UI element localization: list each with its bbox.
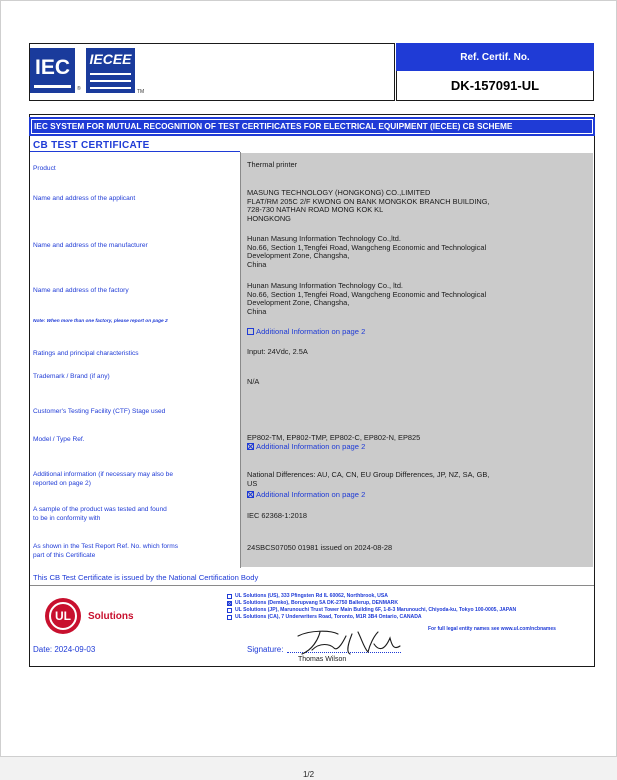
ctf-label: Customer's Testing Facility (CTF) Stage used [33, 408, 166, 415]
page-number: 1/2 [302, 770, 315, 779]
title-rule [30, 151, 240, 152]
signature-label: Signature: [247, 645, 284, 654]
ul-solutions-name: Solutions [88, 611, 134, 622]
sample-label: A sample of the product was tested and found to be in conformity with [33, 506, 167, 522]
iec-logo: IEC [30, 48, 75, 93]
office-us: UL Solutions (US), 333 Pfingsten Rd IL 60062, Northbrook, USA [227, 593, 516, 600]
additional-info-label: Additional information (if necessary may also be reported on page 2) [33, 471, 174, 487]
issued-rule [30, 585, 594, 586]
logo-box [29, 43, 395, 101]
factory-label: Name and address of the factory [33, 287, 129, 294]
sample-value: IEC 62368-1:2018 [247, 511, 307, 520]
additional-info-value: National Differences: AU, CA, CN, EU Group Differences, JP, NZ, SA, GB, US [247, 470, 490, 488]
ratings-label: Ratings and principal characteristics [33, 350, 139, 357]
report-label: As shown in the Test Report Ref. No. which forms part of this Certificate [33, 543, 179, 559]
registered-mark: ® [77, 86, 81, 92]
ul-logo: UL [45, 598, 81, 634]
office-ca-checkbox[interactable] [227, 615, 232, 620]
full-legal-names-link[interactable]: For full legal entity names see www.ul.com/ncbnames [428, 626, 556, 632]
signer-name: Thomas Wilson [298, 656, 347, 663]
factory-additional-info[interactable]: Additional Information on page 2 [247, 327, 365, 336]
applicant-value: MASUNG TECHNOLOGY (HONGKONG) CO.,LIMITED FLAT/RM 205C 2/F KWONG ON BANK MONGKOK BRANCH BUILDING, 728-730 NATHAN ROAD MONG KOK KL HONGKONG [247, 188, 490, 223]
office-jp-checkbox[interactable] [227, 608, 232, 613]
additional-info-checkbox[interactable] [247, 491, 254, 498]
applicant-label: Name and address of the applicant [33, 195, 136, 202]
factory-additional-checkbox[interactable] [247, 328, 254, 335]
office-demko: UL Solutions (Demko), Borupvang 5A DK-2750 Ballerup, DENMARK [227, 600, 516, 607]
model-additional-info[interactable]: Additional Information on page 2 [247, 442, 365, 451]
additional-info-page2[interactable]: Additional Information on page 2 [247, 490, 365, 499]
issued-by-text: This CB Test Certificate is issued by the National Certification Body [33, 573, 259, 582]
office-jp: UL Solutions (JP), Marunouchi Trust Tower Main Building 6F, 1-8-3 Marunouchi, Chiyoda-ku, Tokyo 100-0005, JAPAN [227, 607, 516, 614]
scheme-title: IEC SYSTEM FOR MUTUAL RECOGNITION OF TEST CERTIFICATES FOR ELECTRICAL EQUIPMENT (IECEE) CB SCHEME [31, 119, 593, 134]
ref-certif-label: Ref. Certif. No. [396, 43, 594, 71]
issue-date: Date: 2024-09-03 [33, 645, 96, 654]
factory-value: Hunan Masung Information Technology Co., ltd. No.66, Section 1,Tengfei Road, Wangcheng Economic and Technological Development Zone, Changsha, China [247, 281, 487, 316]
handwritten-signature [290, 626, 405, 658]
model-additional-checkbox[interactable] [247, 443, 254, 450]
office-ca: UL Solutions (CA), 7 Underwriters Road, Toronto, M1R 3B4 Ontario, CANADA [227, 614, 516, 621]
trademark-mark: TM [137, 89, 145, 95]
model-value: EP802-TM, EP802-TMP, EP802-C, EP802-N, EP825 [247, 433, 421, 442]
report-value: 24SBCS07050 01981 issued on 2024-08-28 [247, 543, 393, 552]
ref-certif-number: DK-157091-UL [450, 78, 540, 93]
trademark-value: N/A [247, 377, 260, 386]
model-label: Model / Type Ref. [33, 436, 85, 443]
iecee-logo: IECEE [86, 48, 135, 93]
product-value: Thermal printer [247, 160, 298, 169]
office-us-checkbox[interactable] [227, 594, 232, 599]
column-divider [240, 152, 241, 568]
product-label: Product [33, 165, 56, 172]
certificate-title: CB TEST CERTIFICATE [33, 140, 150, 151]
factory-note: Note: When more than one factory, please report on page 2 [33, 319, 168, 324]
manufacturer-label: Name and address of the manufacturer [33, 242, 148, 249]
trademark-label: Trademark / Brand (if any) [33, 373, 110, 380]
office-demko-checkbox[interactable] [227, 601, 232, 606]
ncb-office-list [227, 593, 516, 621]
ratings-value: Input: 24Vdc, 2.5A [247, 347, 308, 356]
manufacturer-value: Hunan Masung Information Technology Co.,ltd. No.66, Section 1,Tengfei Road, Wangcheng Economic and Technological Development Zone, Changsha, China [247, 234, 487, 269]
